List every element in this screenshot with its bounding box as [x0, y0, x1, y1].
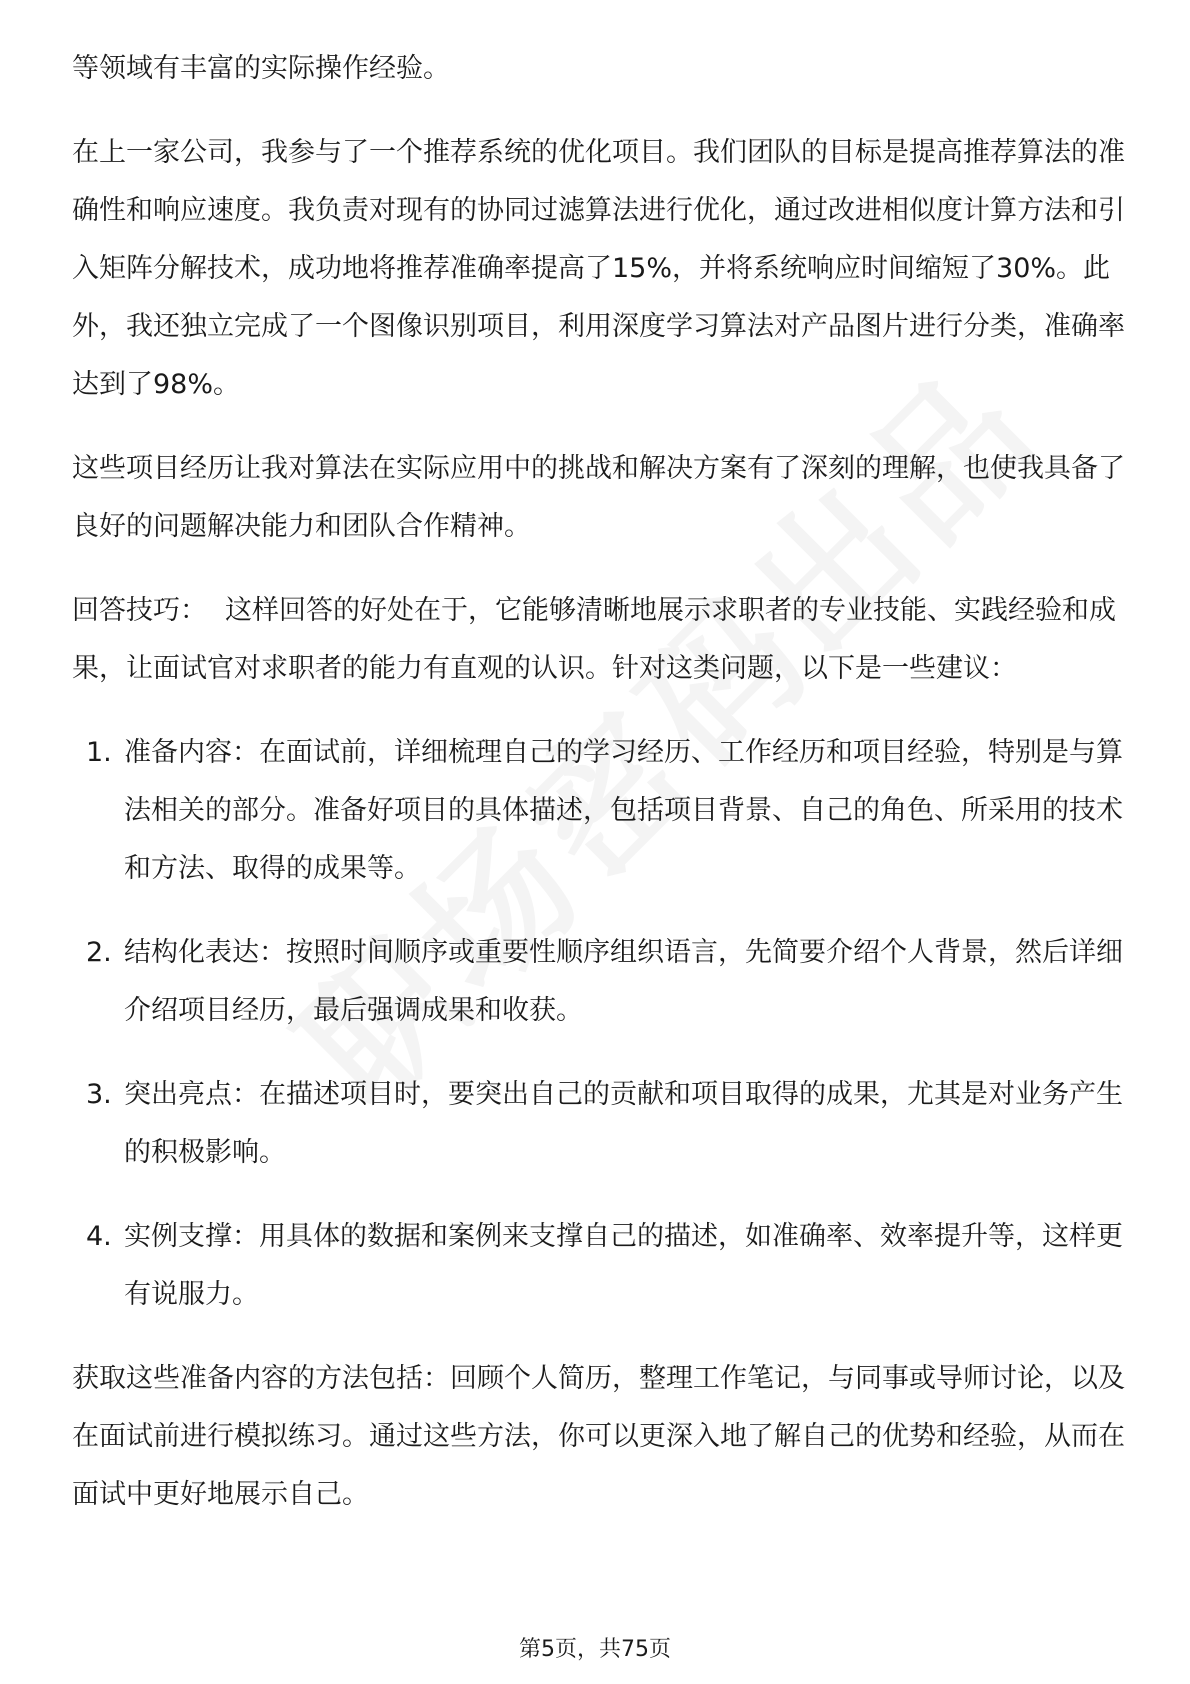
tips-list: [72, 724, 1128, 1324]
paragraph-project-experience: 在上一家公司，我参与了一个推荐系统的优化项目。我们团队的目标是提高推荐算法的准确性和响应速度。我负责对现有的协同过滤算法进行优化，通过改进相似度计算方法和引入矩阵分解技术，成功地将推荐准确率提高了15%，并将系统响应时间缩短了30%。此外，我还独立完成了一个图像识别项目，利用深度学习算法对产品图片进行分类，准确率达到了98%。: [72, 137, 1125, 400]
list-item: [72, 1066, 1128, 1182]
tip-text: 这样回答的好处在于，它能够清晰地展示求职者的专业技能、实践经验和成果，让面试官对求职者的能力有直观的认识。针对这类问题，以下是一些建议：: [72, 595, 1116, 684]
paragraph-continuation: 等领域有丰富的实际操作经验。: [72, 53, 450, 84]
paragraph-methods: 获取这些准备内容的方法包括：回顾个人简历，整理工作笔记，与同事或导师讨论，以及在面试前进行模拟练习。通过这些方法，你可以更深入地了解自己的优势和经验，从而在面试中更好地展示自己。: [72, 1363, 1125, 1510]
list-text: 结构化表达：按照时间顺序或重要性顺序组织语言，先简要介绍个人背景，然后详细介绍项目经历，最后强调成果和收获。: [124, 937, 1123, 1026]
list-item: [72, 724, 1128, 898]
list-text: 实例支撑：用具体的数据和案例来支撑自己的描述，如准确率、效率提升等，这样更有说服力。: [124, 1221, 1123, 1310]
tip-label: 回答技巧：: [72, 595, 207, 626]
list-number: 3.: [86, 1079, 112, 1110]
list-item: [72, 924, 1128, 1040]
list-item: [72, 1208, 1128, 1324]
paragraph-answer-tips: [72, 582, 1128, 698]
list-text: 突出亮点：在描述项目时，要突出自己的贡献和项目取得的成果，尤其是对业务产生的积极影响。: [124, 1079, 1123, 1168]
list-number: 4.: [86, 1221, 112, 1252]
list-number: 2.: [86, 937, 112, 968]
paragraph-summary: 这些项目经历让我对算法在实际应用中的挑战和解决方案有了深刻的理解，也使我具备了良好的问题解决能力和团队合作精神。: [72, 453, 1125, 542]
page-number: 第5页，共75页: [519, 1637, 671, 1662]
list-text: 准备内容：在面试前，详细梳理自己的学习经历、工作经历和项目经验，特别是与算法相关的部分。准备好项目的具体描述，包括项目背景、自己的角色、所采用的技术和方法、取得的成果等。: [124, 737, 1123, 884]
document-body: [72, 40, 1128, 1550]
list-number: 1.: [86, 737, 112, 768]
